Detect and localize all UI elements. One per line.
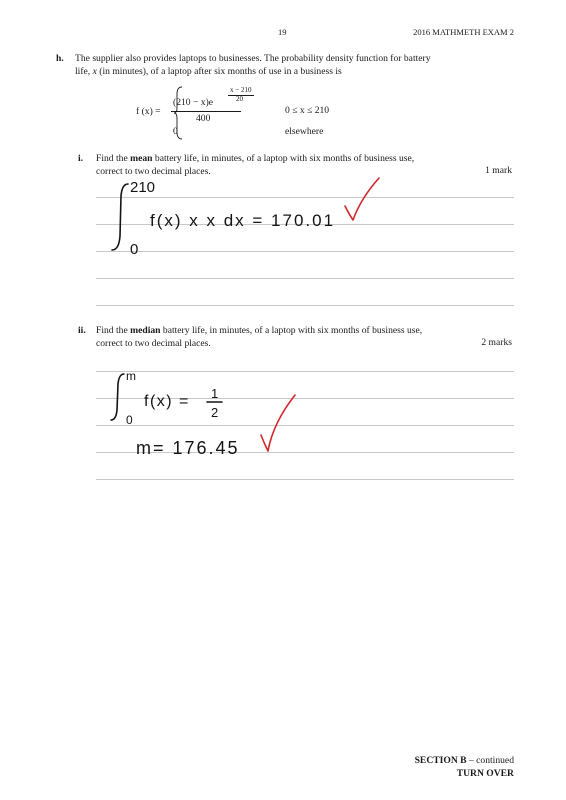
exp-denominator: 20 [236, 95, 243, 103]
pdf-lhs: f (x) = [136, 106, 161, 117]
pdf-formula [130, 84, 360, 144]
answer-expression: f(x) x x dx = 170.01 [150, 211, 336, 230]
question-label: h. [56, 53, 64, 64]
upper-limit: 210 [130, 179, 156, 196]
part-i-label: i. [78, 153, 84, 164]
page-number: 19 [278, 27, 287, 37]
part-i-text-line1: Find the mean battery life, in minutes, of a laptop with six months of business use, [96, 153, 415, 164]
integral-sign [112, 184, 128, 250]
median-equation: f(x) = [144, 393, 190, 410]
exam-title: 2016 MATHMETH EXAM 2 [413, 27, 514, 37]
case1-condition: 0 ≤ x ≤ 210 [285, 105, 330, 116]
part-ii-label: ii. [78, 325, 86, 336]
integral-sign [111, 374, 124, 420]
section-continued: SECTION B – continued [414, 755, 514, 766]
pdf-numerator: (210 − x)e [173, 97, 214, 108]
fraction-denominator: 2 [211, 405, 219, 420]
part-ii-handwritten-answer [110, 366, 350, 466]
part-i-text-line2: correct to two decimal places. [96, 166, 211, 177]
pdf-denominator: 400 [196, 113, 211, 124]
question-text-line2: life, x (in minutes), of a laptop after six months of use in a business is [75, 66, 342, 77]
exp-numerator: x − 210 [230, 86, 252, 94]
lower-limit: 0 [126, 413, 133, 427]
part-ii-marks: 2 marks [481, 337, 512, 348]
case2-value: 0 [173, 126, 178, 137]
turn-over: TURN OVER [456, 768, 514, 779]
lower-limit: 0 [130, 241, 139, 258]
answer-line [96, 305, 514, 306]
upper-limit: m [126, 369, 136, 383]
part-ii-text-line1: Find the median battery life, in minutes, of a laptop with six months of business use, [96, 325, 423, 336]
answer-line [96, 479, 514, 480]
tick-mark-icon [259, 393, 299, 455]
answer-line [96, 278, 514, 279]
part-i-marks: 1 mark [485, 165, 512, 176]
pdf-fraction-bar [171, 111, 241, 112]
part-i-handwritten-answer [110, 170, 360, 260]
part-ii-text-line2: correct to two decimal places. [96, 338, 211, 349]
median-result: m= 176.45 [136, 438, 240, 458]
tick-mark-icon [343, 176, 383, 226]
question-text-line1: The supplier also provides laptops to businesses. The probability density function for battery [75, 53, 431, 64]
fraction-numerator: 1 [211, 386, 219, 401]
case2-condition: elsewhere [285, 126, 324, 137]
